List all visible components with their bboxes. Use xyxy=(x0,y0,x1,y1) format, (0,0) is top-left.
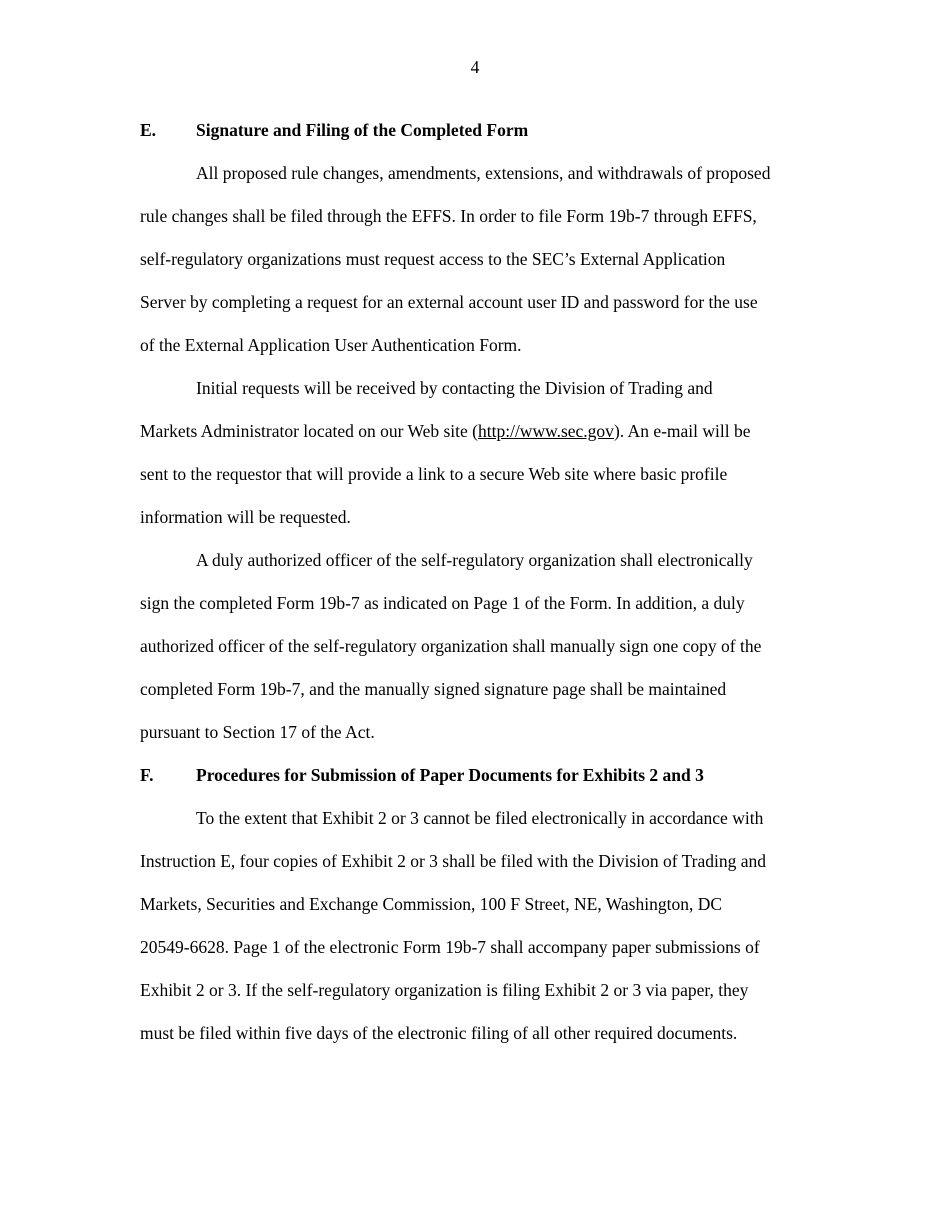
text-line: A duly authorized officer of the self-regulatory organization shall electronically xyxy=(196,550,753,570)
section-letter: E. xyxy=(140,120,157,140)
paragraph xyxy=(140,539,810,754)
section-heading-e xyxy=(140,119,810,141)
text-line: must be filed within five days of the electronic filing of all other required documents. xyxy=(140,1023,738,1043)
text-line: information will be requested. xyxy=(140,507,351,527)
text-line: completed Form 19b-7, and the manually signed signature page shall be maintained xyxy=(140,679,727,699)
text-line: of the External Application User Authentication Form. xyxy=(140,335,522,355)
text-line: All proposed rule changes, amendments, extensions, and withdrawals of proposed xyxy=(196,163,771,183)
text-line: self-regulatory organizations must request access to the SEC’s External Application xyxy=(140,249,726,269)
section-letter: F. xyxy=(140,765,154,785)
text-line: pursuant to Section 17 of the Act. xyxy=(140,722,375,742)
text-segment: ). An e-mail will be xyxy=(613,421,751,441)
text-line: Instruction E, four copies of Exhibit 2 or 3 shall be filed with the Division of Trading and xyxy=(140,851,767,871)
section-title: Procedures for Submission of Paper Documents for Exhibits 2 and 3 xyxy=(196,765,704,785)
text-line: 20549-6628. Page 1 of the electronic Form 19b-7 shall accompany paper submissions of xyxy=(140,937,760,957)
paragraph xyxy=(140,152,810,367)
section-heading-f xyxy=(140,764,810,786)
document-body xyxy=(140,119,810,1055)
sec-website-link[interactable]: http://www.sec.gov xyxy=(478,421,614,441)
section-title: Signature and Filing of the Completed Form xyxy=(196,120,529,140)
page-number: 4 xyxy=(470,57,480,77)
text-line: sign the completed Form 19b-7 as indicated on Page 1 of the Form. In addition, a duly xyxy=(140,593,745,613)
text-line: To the extent that Exhibit 2 or 3 cannot be filed electronically in accordance with xyxy=(196,808,764,828)
text-line xyxy=(140,410,810,453)
text-line: authorized officer of the self-regulatory organization shall manually sign one copy of the xyxy=(140,636,762,656)
text-segment: Markets Administrator located on our Web site ( xyxy=(140,421,478,441)
text-line: Exhibit 2 or 3. If the self-regulatory organization is filing Exhibit 2 or 3 via paper, they xyxy=(140,980,749,1000)
text-line: Server by completing a request for an external account user ID and password for the use xyxy=(140,292,758,312)
text-line: sent to the requestor that will provide a link to a secure Web site where basic profile xyxy=(140,464,728,484)
text-line: rule changes shall be filed through the EFFS. In order to file Form 19b-7 through EFFS, xyxy=(140,206,757,226)
paragraph xyxy=(140,367,810,539)
paragraph xyxy=(140,797,810,1055)
text-line: Markets, Securities and Exchange Commission, 100 F Street, NE, Washington, DC xyxy=(140,894,723,914)
text-line: Initial requests will be received by contacting the Division of Trading and xyxy=(196,378,713,398)
